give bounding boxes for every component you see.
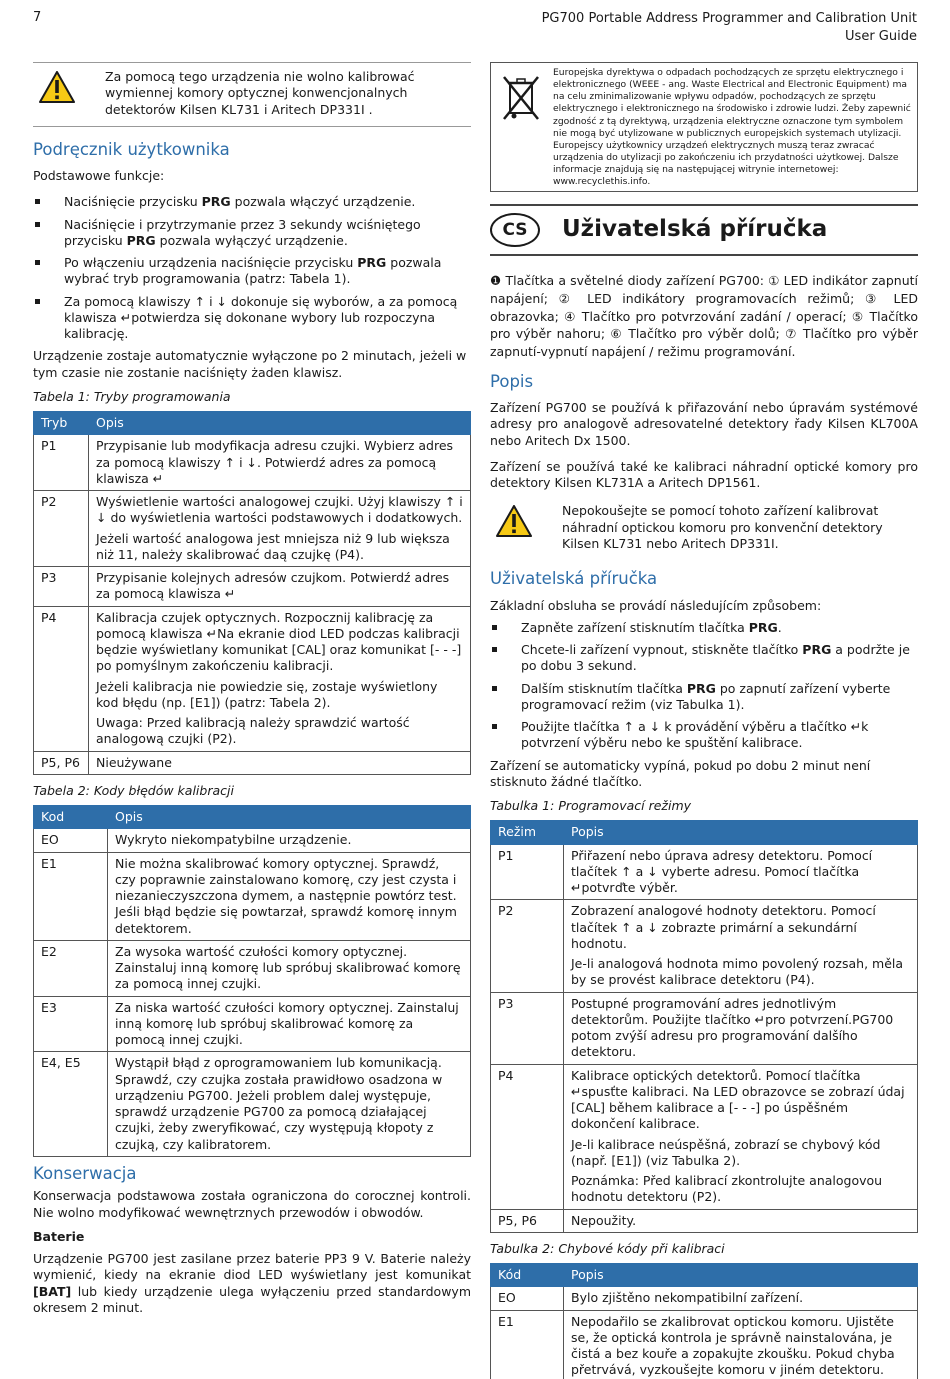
table2-caption: Tabela 2: Kody błędów kalibracji xyxy=(33,782,234,798)
table-row: E4, E5 Wystąpił błąd z oprogramowaniem lub komunikacją. Sprawdź, czy czujka została prawidłowo osadzona w urządzeniu PG700. Jeżeli problem dalej występuje, sprawdź urządzenie PG700 za pomocą działającej czujki, żeby zweryfikować, czy występują kłopoty z czujką, czy kalibratorem. xyxy=(34,1052,471,1157)
table-row: EO Bylo zjištěno nekompatibilní zařízení. xyxy=(491,1287,918,1310)
modes-table xyxy=(490,820,918,1233)
battery-title: Baterie xyxy=(33,1228,85,1244)
modes-table xyxy=(33,411,471,775)
table-row: P2 Wyświetlenie wartości analogowej czujki. Użyj klawiszy ↑ i ↓ do wyświetlenia wartości podstawowych i dodatkowych. Jeżeli wartość analogowa jest mniejsza niż 9 lub większa niż 11, należy skalibrować daą czujkę (P4). xyxy=(34,491,471,567)
language-code-badge: CS xyxy=(490,213,540,247)
language-banner xyxy=(490,204,918,256)
running-header xyxy=(542,10,917,45)
weee-notice xyxy=(490,62,918,192)
description-text: Zařízení PG700 se používá k přiřazování nebo úpravám systémové adresy pro analogově adresovatelné detektory řady Kilsen KL700A nebo Aritech Dx 1500. xyxy=(490,400,918,448)
weee-text: Europejska dyrektywa o odpadach pochodzących ze sprzętu elektrycznego i elektronicznego (WEEE - ang. Waste Electrical and Electronic Equipment) ma na celu zminimalizowanie wpływu odpadów, pochodzących ze sprzętu elektrycznego i elektronicznego na środowisko i zdrowie ludzi. Żeby zapewnić zgodność z tą dyrektywą, urządzenia elektryczne oznaczone tym symbolem nie mogą być utylizowane w publicznych europejskich systemach utylizacji. Europejscy użytkownicy urządzeń elektrycznych muszą teraz zwracać urządzenia do utylizacji po zakończeniu ich przydatności użytkowej. Dalsze informacje znajdują się na następującej witrynie internetowej: www.recyclethis.info. xyxy=(553,67,911,188)
warning-block xyxy=(33,62,471,127)
table-header-row: Režim Popis xyxy=(491,821,918,844)
maintenance-text: Konserwacja podstawowa została ograniczona do corocznej kontroli. Nie wolno modyfikować wewnętrznych przewodów i obwodów. xyxy=(33,1188,471,1220)
bullet-list xyxy=(33,194,471,342)
table-row: P4 Kalibrace optických detektorů. Pomocí tlačítka ↵spusťte kalibraci. Na LED obrazovce se zobrazí údaj [CAL] během kalibrace a [- - -] po úspěšném dokončení kalibrace. Je-li kalibrace neúspěšná, zobrazí se chybový kód (např. [E1]) (viz Tabulka 2). Poznámka: Před kalibrací zkontrolujte analogovou hodnotu detektoru (P2). xyxy=(491,1064,918,1209)
table-header-row: Tryb Opis xyxy=(34,412,471,435)
table1-caption: Tabulka 1: Programovací režimy xyxy=(490,798,692,814)
guide-title: Uživatelská příručka xyxy=(490,569,658,589)
table-row: E1 Nie można skalibrować komory optycznej. Sprawdź, czy poprawnie zainstalowano komorę, czy jest czysta i niezanieczyszczona dymem, a następnie powtórz test. Jeśli błąd będzie się powtarzał, sprawdź komorę innym detektorem. xyxy=(34,852,471,940)
left-column xyxy=(33,62,471,1322)
controls-text: ❶ Tlačítka a světelné diody zařízení PG700: ① LED indikátor zapnutí napájení; ② LED indikátory programovacích režimů; ③ LED obrazovka; ④ Tlačítko pro potvrzování zadání / operací; ⑤ Tlačítko pro výběr nahoru; ⑥ Tlačítko pro výběr dolů; ⑦ Tlačítko pro výběr zapnutí-vypnutí napájení / režimu programování. xyxy=(490,273,918,359)
list-item: Za pomocą klawiszy ↑ i ↓ dokonuje się wyborów, a za pomocą klawisza ↵potwierdza się dokonane wybory lub rozpoczyna kalibrację. xyxy=(33,294,471,343)
table-row: P5, P6 Nepoužity. xyxy=(491,1209,918,1232)
table-row: P1 Przypisanie lub modyfikacja adresu czujki. Wybierz adres za pomocą klawiszy ↑ i ↓. Potwierdź adres za pomocą klawisza ↵ xyxy=(34,435,471,491)
list-item: Naciśnięcie przycisku PRG pozwala włączyć urządzenie. xyxy=(33,194,471,210)
table-row: P5, P6 Nieużywane xyxy=(34,751,471,774)
table1-caption: Tabela 1: Tryby programowania xyxy=(33,388,231,404)
table-row: E3 Za niska wartość czułości komory optycznej. Zainstaluj inną komorę lub spróbuj skalibrować komorę za pomocą innej czujki. xyxy=(34,996,471,1052)
list-item: Naciśnięcie i przytrzymanie przez 3 sekundy wciśniętego przycisku PRG pozwala wyłączyć urządzenie. xyxy=(33,217,471,250)
warning-block xyxy=(490,497,918,560)
auto-off-text: Zařízení se automaticky vypíná, pokud po dobu 2 minut není stisknuto žádné tlačítko. xyxy=(490,757,871,789)
maintenance-title: Konserwacja xyxy=(33,1163,137,1183)
guide-intro: Základní obsluha se provádí následujícím způsobem: xyxy=(490,597,822,613)
warning-icon xyxy=(490,503,538,537)
list-item: Dalším stisknutím tlačítka PRG po zapnutí zařízení vyberte programovací režim (viz Tabulka 1). xyxy=(490,681,918,714)
table2-caption: Tabulka 2: Chybové kódy při kalibraci xyxy=(490,1240,725,1256)
battery-text: Urządzenie PG700 jest zasilane przez baterie PP3 9 V. Baterie należy wymienić, kiedy na ekranie diod LED wyświetlany jest komunikat [BAT] lub kiedy urządzenie ulega wyłączeniu przed standardowym okresem 2 minut. xyxy=(33,1251,471,1315)
list-item: Zapněte zařízení stisknutím tlačítka PRG. xyxy=(490,620,918,636)
list-item: Chcete-li zařízení vypnout, stiskněte tlačítko PRG a podržte je po dobu 3 sekund. xyxy=(490,642,918,675)
table-row: E2 Za wysoka wartość czułości komory optycznej. Zainstaluj inną komorę lub spróbuj skalibrować komorę za pomocą innej czujki. xyxy=(34,940,471,996)
table-row: E1 Nepodařilo se zkalibrovat optickou komoru. Ujistěte se, že optická kontrola je správně nainstalována, je čistá a bez kouře a zopakujte zkoušku. Pokud chyba přetrvává, vyzkoušejte komoru v jiném detektoru. xyxy=(491,1310,918,1379)
warning-text: Nepokoušejte se pomocí tohoto zařízení kalibrovat náhradní optickou komoru pro konvenční detektory Kilsen KL731 nebo Aritech DP331I. xyxy=(562,503,883,551)
table-row: P3 Postupné programování adres jednotlivým detektorům. Použijte tlačítko ↵pro potvrzení.PG700 potom zvýší adresu pro programování dalšího detektoru. xyxy=(491,992,918,1064)
table-row: P1 Přiřazení nebo úprava adresy detektoru. Pomocí tlačítek ↑ a ↓ vyberte adresu. Pomocí tlačítka ↵potvrďte výběr. xyxy=(491,844,918,900)
header-title: PG700 Portable Address Programmer and Calibration Unit xyxy=(541,11,917,26)
warning-text: Za pomocą tego urządzenia nie wolno kalibrować wymiennej komory optycznej konwencjonalnych detektorów Kilsen KL731 i Aritech DP331I . xyxy=(105,69,415,117)
table-row: EO Wykryto niekompatybilne urządzenie. xyxy=(34,829,471,852)
warning-icon xyxy=(33,69,81,103)
table-header-row: Kód Popis xyxy=(491,1264,918,1287)
bullet-list xyxy=(490,620,918,752)
section-title: Podręcznik użytkownika xyxy=(33,139,230,159)
list-item: Použijte tlačítka ↑ a ↓ k provádění výběru a tlačítko ↵k potvrzení výběru nebo ke spuštění kalibrace. xyxy=(490,719,918,752)
description-text-2: Zařízení se používá také ke kalibraci náhradní optické komory pro detektory Kilsen KL731A a Aritech DP1561. xyxy=(490,458,918,491)
table-row: P4 Kalibracja czujek optycznych. Rozpocznij kalibrację za pomocą klawisza ↵Na ekranie diod LED podczas kalibracji będzie wyświetlany komunikat [CAL] oraz komunikat [- - -] po pomyślnym zakończeniu kalibracji. Jeżeli kalibracja nie powiedzie się, zostaje wyświetlony kod błędu (np. [E1]) (patrz: Tabela 2). Uwaga: Przed kalibracją należy sprawdzić wartość analogową czujki (P2). xyxy=(34,606,471,751)
header-subtitle: User Guide xyxy=(845,28,917,44)
table-header-row: Kod Opis xyxy=(34,806,471,829)
table-row: P2 Zobrazení analogové hodnoty detektoru. Pomocí tlačítek ↑ a ↓ zobrazte primární a sekundární hodnotu. Je-li analogová hodnota mimo povolený rozsah, měla by se provést kalibrace detektoru (P4). xyxy=(491,900,918,992)
language-title: Uživatelská příručka xyxy=(562,216,828,243)
page-number: 7 xyxy=(33,10,42,25)
table-row: P3 Przypisanie kolejnych adresów czujkom. Potwierdź adres za pomocą klawisza ↵ xyxy=(34,567,471,607)
crossed-bin-icon xyxy=(491,63,551,191)
error-codes-table xyxy=(33,805,471,1157)
right-column xyxy=(490,62,918,1379)
description-title: Popis xyxy=(490,371,534,391)
error-codes-table xyxy=(490,1263,918,1379)
intro-text: Podstawowe funkcje: xyxy=(33,168,165,184)
auto-off-text: Urządzenie zostaje automatycznie wyłączone po 2 minutach, jeżeli w tym czasie nie zostanie naciśnięty żaden klawisz. xyxy=(33,348,467,380)
list-item: Po włączeniu urządzenia naciśnięcie przycisku PRG pozwala wybrać tryb programowania (patrz: Tabela 1). xyxy=(33,255,471,288)
